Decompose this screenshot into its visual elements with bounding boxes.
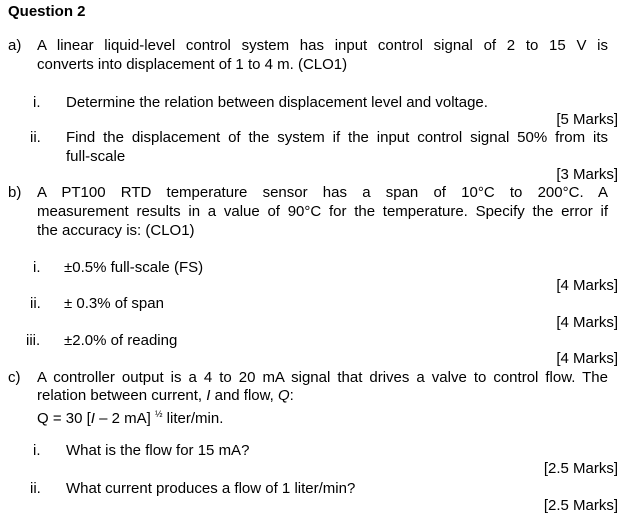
part-b-item-3-marks: [4 Marks] (556, 350, 618, 367)
part-a-item-1-number: i. (33, 94, 41, 111)
part-a-line-1: A linear liquid-level control system has input control signal of 2 to 15 V is (37, 37, 608, 54)
part-c-item-1-text: What is the flow for 15 mA? (66, 442, 250, 459)
part-b-item-1-number: i. (33, 259, 41, 276)
part-b-item-2-marks: [4 Marks] (556, 314, 618, 331)
part-b-item-1-marks: [4 Marks] (556, 277, 618, 294)
part-c-item-2-number: ii. (30, 480, 41, 497)
part-a-line-2: converts into displacement of 1 to 4 m. (CLO1) (37, 56, 348, 73)
part-a-item-2-number: ii. (30, 129, 41, 146)
part-b-line-3: the accuracy is: (CLO1) (37, 222, 195, 239)
part-b-item-1-text: ±0.5% full-scale (FS) (64, 259, 204, 276)
part-c-equation: Q = 30 [I – 2 mA] $^{\frac{1}{2}}$ liter/min. (37, 409, 224, 427)
part-b-line-2: measurement results in a value of 90°C for the temperature. Specify the error if (37, 203, 608, 220)
part-a-item-2-text: Find the displacement of the system if the input control signal 50% from its (66, 129, 608, 146)
part-c-item-2-marks: [2.5 Marks] (543, 497, 618, 514)
part-c-label: c) (8, 369, 21, 386)
part-c-line-1: A controller output is a 4 to 20 mA signal that drives a valve to control flow. The (37, 369, 608, 386)
part-b-item-3-text: ±2.0% of reading (64, 332, 178, 349)
part-a-item-2-marks: [3 Marks] (556, 166, 618, 183)
part-c-line-2: relation between current, I and flow, Q: (37, 387, 294, 404)
part-a-label: a) (8, 37, 22, 54)
part-b-item-2-number: ii. (30, 295, 41, 312)
part-a-item-1-marks: [5 Marks] (556, 111, 618, 128)
part-b-label: b) (8, 184, 22, 201)
part-c-item-1-number: i. (33, 442, 41, 459)
part-b-item-3-number: iii. (26, 332, 41, 349)
part-a-item-1-text: Determine the relation between displacement level and voltage. (66, 94, 488, 111)
part-c-item-1-marks: [2.5 Marks] (543, 460, 618, 477)
part-b-line-1: A PT100 RTD temperature sensor has a span of 10°C to 200°C. A (37, 184, 608, 201)
question-title: Question 2 (8, 3, 86, 20)
part-c-item-2-text: What current produces a flow of 1 liter/min? (66, 480, 356, 497)
part-b-item-2-text: ± 0.3% of span (64, 295, 164, 312)
part-a-item-2-text-cont: full-scale (66, 148, 126, 165)
